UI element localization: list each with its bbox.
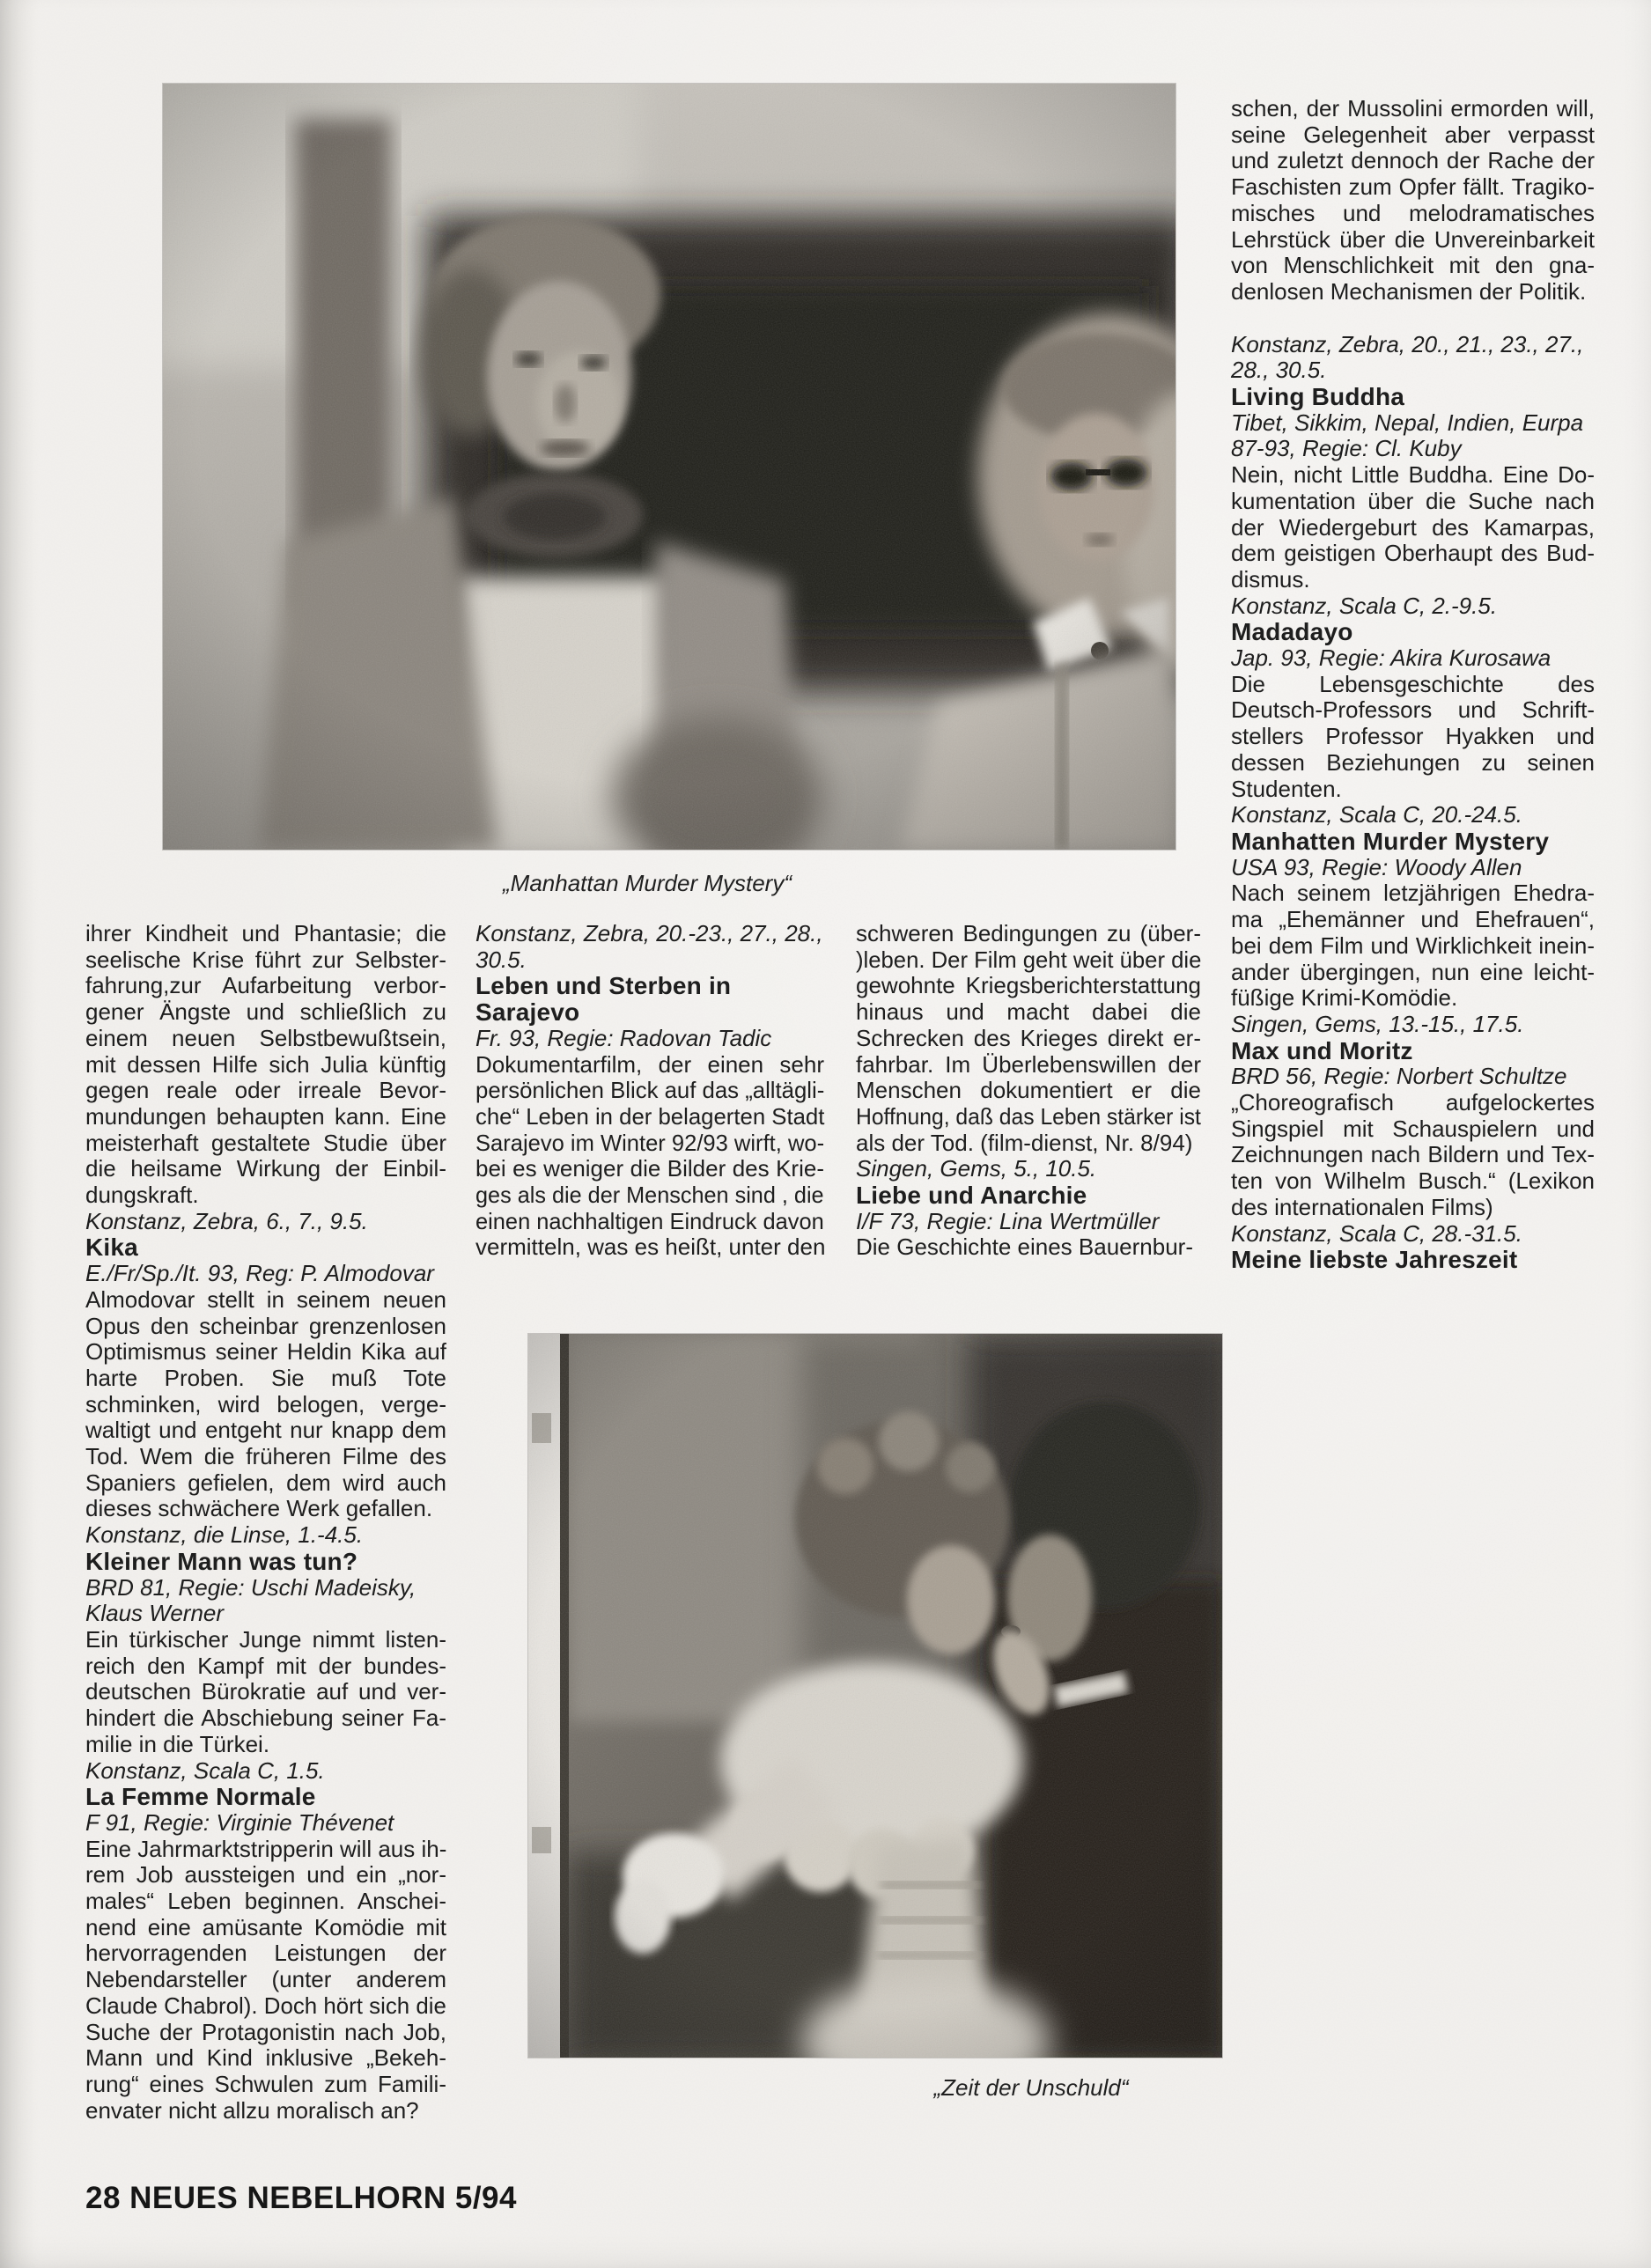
film-credits: USA 93, Regie: Woody Allen bbox=[1231, 853, 1522, 880]
film-title: La Femme Normale bbox=[85, 1783, 316, 1811]
film-title: Kleiner Mann was tun? bbox=[85, 1547, 358, 1575]
review-text: schen, der Mussolini ermorden will, seine Gelegenheit aber verpasst und zuletzt dennoch der Rache der Faschisten zum Opfer fällt. Tragiko- misches und melodramatisches Lehrstück über die Unvereinbarkeit von Menschlichkeit mit den gna- denlosen Mechanismen der Politik. bbox=[1231, 95, 1595, 305]
film-credits: Tibet, Sikkim, Nepal, Indien, Eurpa 87-93, Regie: Cl. Kuby bbox=[1231, 409, 1584, 462]
review-text: schweren Bedingungen zu (über- )leben. Der Film geht weit über die gewohnte Kriegsberichterstattung hinaus und macht dabei die Schrecken des Krieges direkt er- fahrbar. Im Überlebenswillen der Menschen dokumentiert er die Hoffnung, daß das Leben stärker ist als der Tod. (film-dienst, Nr. 8/94) bbox=[856, 920, 1202, 1156]
film-title: Liebe und Anarchie bbox=[856, 1182, 1087, 1210]
film-credits: F 91, Regie: Virginie Thévenet bbox=[85, 1808, 394, 1836]
venue-dates: Konstanz, Zebra, 20., 21., 23., 27., 28., 30.5. bbox=[1231, 330, 1584, 384]
photo-manhattan-murder-mystery bbox=[163, 84, 1176, 850]
column-left bbox=[85, 921, 446, 2124]
film-title: Manhatten Murder Mystery bbox=[1231, 827, 1550, 855]
review-text: „Choreografisch aufgelockertes Singspiel mit Schauspielern und Zeichnungen nach Bildern und Tex- ten von Wilhelm Busch.“ (Lexikon des internationalen Films) bbox=[1231, 1089, 1595, 1220]
film-title: Living Buddha bbox=[1231, 383, 1405, 411]
film-title: Max und Moritz bbox=[1231, 1036, 1413, 1064]
review-text: ihrer Kindheit und Phantasie; die seelische Krise führt zur Selbster- fahrung,zur Aufarbeitung verbor- gener Ängste und schließlich zu einem neuen Selbstbewußtsein, mit dessen Hilfe sich Julia künftig gegen reale oder irreale Bevor- mundungen behaupten kann. Eine meisterhaft gestaltete Studie über die heilsame Wirkung der Einbil- dungskraft. bbox=[85, 920, 446, 1209]
review-text: Die Lebensgeschichte des Deutsch-Professors und Schrift- stellers Professor Hyakken und dessen Beziehungen zu seinen Studenten. bbox=[1231, 670, 1595, 802]
film-title: Meine liebste Jahreszeit bbox=[1231, 1246, 1518, 1274]
photo-zeit-der-unschuld bbox=[528, 1334, 1222, 2058]
venue-dates: Konstanz, Scala C, 20.-24.5. bbox=[1231, 801, 1522, 828]
film-title: Madadayo bbox=[1231, 618, 1353, 646]
review-text: Dokumentarfilm, der einen sehr persönlichen Blick auf das „alltägli- che“ Leben in der belagerten Stadt Sarajevo im Winter 92/93 wirft, wo- bei es weniger die Bilder des Krie- ges als die der Menschen sind , die einen nachhaltigen Eindruck davon vermitteln, was es heißt, unter den bbox=[475, 1050, 826, 1261]
column-right bbox=[1231, 96, 1595, 1273]
photo1-art bbox=[163, 84, 1176, 850]
review-text: Almodovar stellt in seinem neuen Opus den scheinbar grenzenlosen Optimismus seiner Heldin Kika auf harte Proben. Sie muß Tote schminken, wird belogen, verge- waltigt und entgeht nur knapp dem Tod. Wem die früheren Filme des Spaniers gefielen, dem wird auch dieses schwächere Werk gefallen. bbox=[85, 1285, 446, 1522]
review-text: Eine Jahrmarktstripperin will aus ih- rem Job aussteigen und ein „nor- males“ Leben beginnen. Anschei- nend eine amüsante Komödie mit hervorragenden Leistungen der Nebendarsteller (unter anderem Claude Chabrol). Doch hört sich die Suche der Protagonistin nach Job, Mann und Kind inklusive „Bekeh- rung“ eines Schwulen zum Famili- envater nicht allzu moralisch an? bbox=[85, 1835, 447, 2124]
film-credits: Jap. 93, Regie: Akira Kurosawa bbox=[1231, 644, 1551, 672]
column-middle bbox=[475, 921, 824, 1261]
page-footer: 28 NEUES NEBELHORN 5/94 bbox=[85, 2181, 517, 2215]
photo2-caption: „Zeit der Unschuld“ bbox=[933, 2074, 1129, 2101]
film-credits: Fr. 93, Regie: Radovan Tadic bbox=[475, 1024, 772, 1051]
photo1-caption: „Manhattan Murder Mystery“ bbox=[503, 870, 792, 896]
photo2-art bbox=[528, 1334, 1222, 2058]
venue-dates: Konstanz, Zebra, 6., 7., 9.5. bbox=[85, 1207, 368, 1234]
venue-dates: Konstanz, Scala C, 2.-9.5. bbox=[1231, 592, 1498, 619]
venue-dates: Konstanz, Scala C, 1.5. bbox=[85, 1756, 325, 1784]
venue-dates: Singen, Gems, 5., 10.5. bbox=[856, 1155, 1097, 1182]
column-third bbox=[856, 921, 1201, 1261]
venue-dates: Konstanz, Zebra, 20.-23., 27., 28., 30.5. bbox=[475, 920, 823, 973]
review-text: Nein, nicht Little Buddha. Eine Do- kumentation über die Suche nach der Wiedergeburt des Kamarpas, dem geistigen Oberhaupt des Bud- dismus. bbox=[1231, 461, 1595, 593]
film-title: Kika bbox=[85, 1233, 138, 1262]
film-title: Leben und Sterben in Sarajevo bbox=[475, 972, 732, 1027]
film-credits: I/F 73, Regie: Lina Wertmüller bbox=[856, 1207, 1160, 1234]
venue-dates: Konstanz, die Linse, 1.-4.5. bbox=[85, 1521, 364, 1549]
film-credits: BRD 81, Regie: Uschi Madeisky, Klaus Werner bbox=[85, 1573, 416, 1627]
film-credits: E./Fr/Sp./It. 93, Reg: P. Almodovar bbox=[85, 1260, 434, 1287]
review-text: Nach seinem letzjährigen Ehedra- ma „Ehemänner und Ehefrauen“, bei dem Film und Wirklichkeit inein- ander übergingen, nun eine leicht- füßige Krimi-Komödie. bbox=[1231, 880, 1595, 1012]
review-text: Ein türkischer Junge nimmt listen- reich den Kampf mit der bundes- deutschen Bürokratie auf und ver- hindert die Abschiebung seiner Fa- milie in die Türkei. bbox=[85, 1625, 446, 1757]
venue-dates: Singen, Gems, 13.-15., 17.5. bbox=[1231, 1010, 1524, 1037]
venue-dates: Konstanz, Scala C, 28.-31.5. bbox=[1231, 1219, 1522, 1247]
film-credits: BRD 56, Regie: Norbert Schultze bbox=[1231, 1063, 1567, 1090]
review-text: Die Geschichte eines Bauernbur- bbox=[856, 1233, 1193, 1261]
